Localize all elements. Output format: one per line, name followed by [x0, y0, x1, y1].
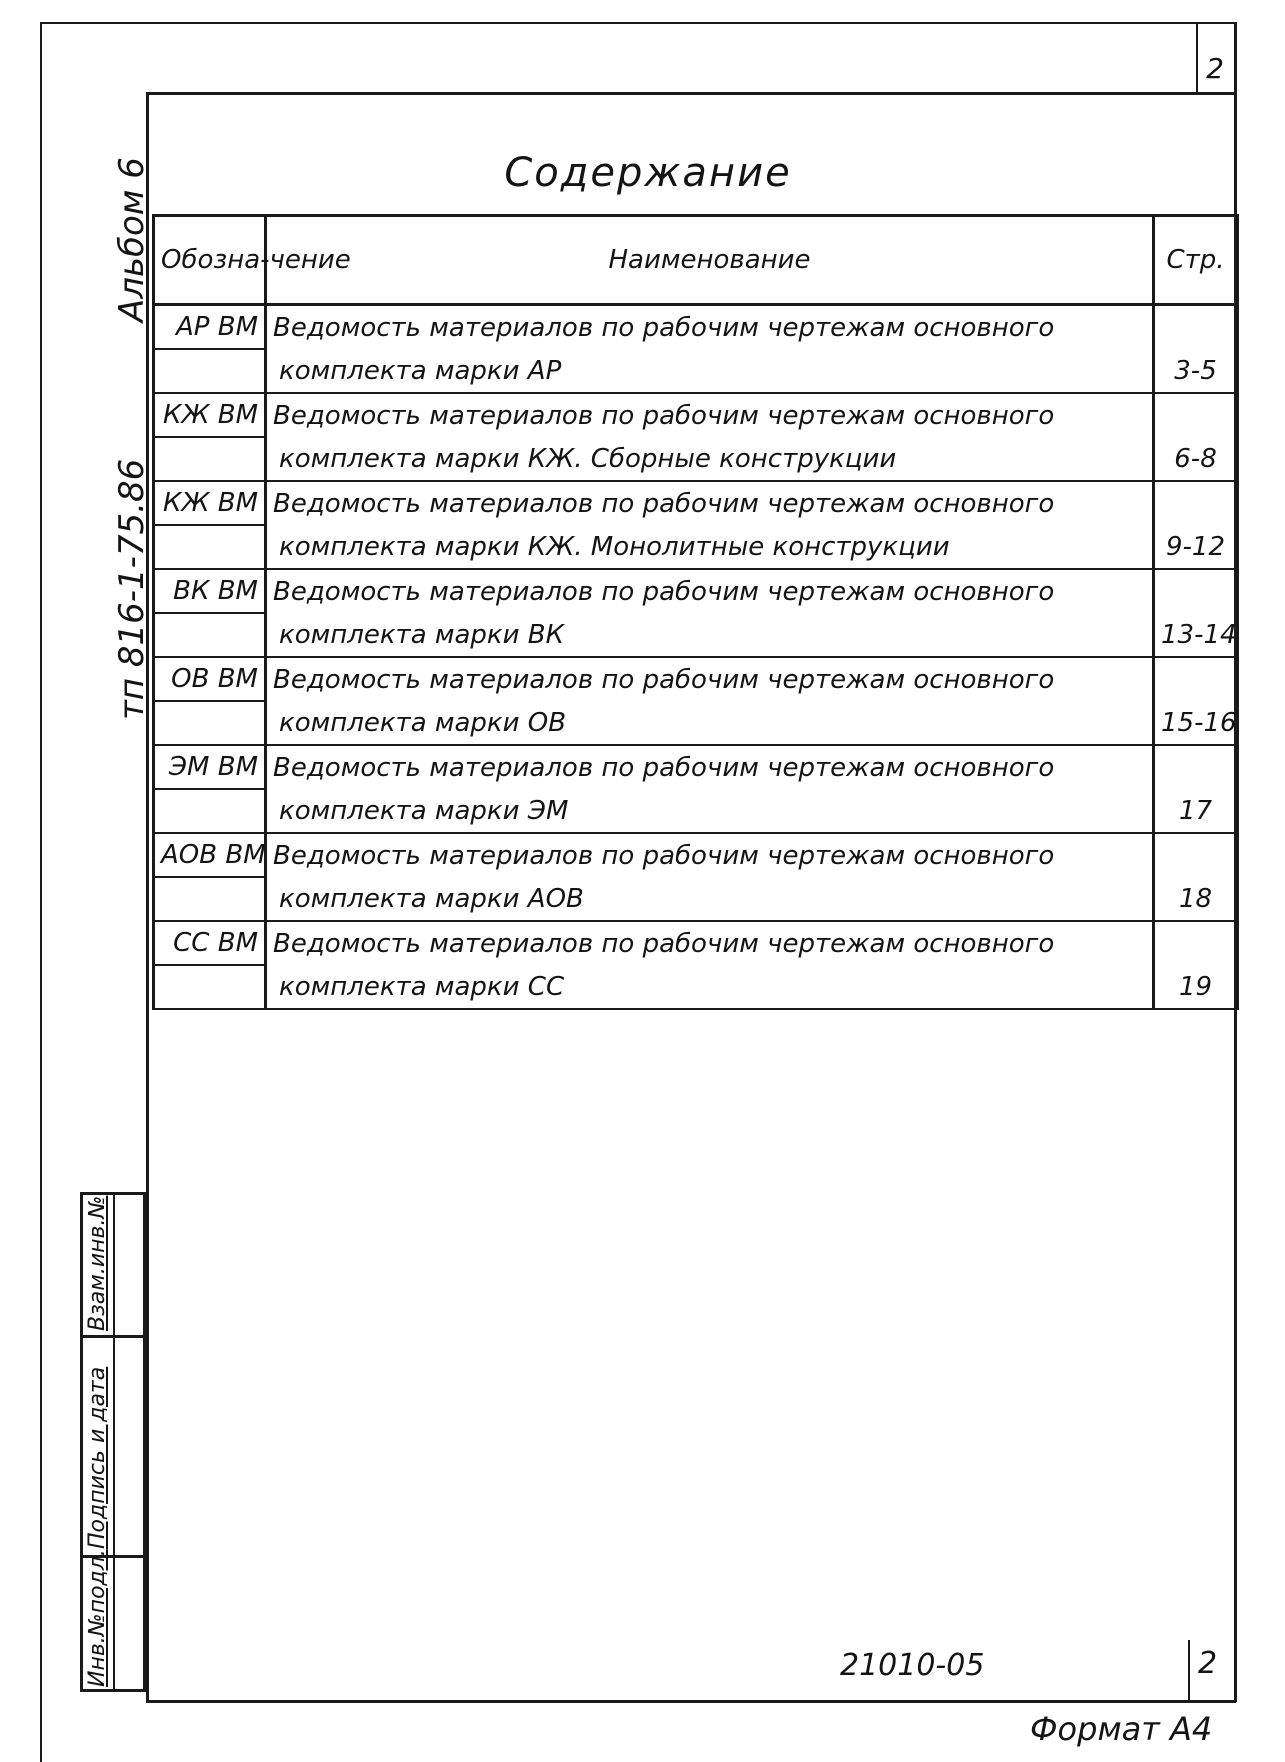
table-row: [154, 393, 1238, 437]
row-name-line2: комплекта марки АОВ: [266, 877, 1154, 921]
table-row: [154, 921, 1238, 965]
table-row: [154, 525, 1238, 569]
frame-bottom: [146, 1700, 1236, 1703]
stamp-inv-label: Инв.№подл.: [85, 1549, 110, 1687]
row-name-line1: Ведомость материалов по рабочим чертежам основного: [266, 569, 1154, 613]
format-label: Формат А4: [1030, 1710, 1213, 1748]
table-row: [154, 481, 1238, 525]
table-row: [154, 569, 1238, 613]
table-row: [154, 877, 1238, 921]
row-pages: 3-5: [1154, 349, 1238, 393]
sheet-number: 2: [1206, 51, 1224, 85]
table-header: [154, 216, 1238, 305]
album-label: Альбом 6: [112, 157, 152, 322]
row-pages-empty: [1154, 833, 1238, 877]
row-name-line1: Ведомость материалов по рабочим чертежам основного: [266, 657, 1154, 701]
row-name-line2: комплекта марки ВК: [266, 613, 1154, 657]
contents-table: [152, 214, 1239, 1010]
row-pages-empty: [1154, 745, 1238, 789]
table-row: [154, 965, 1238, 1009]
stamp-divider: [83, 1335, 149, 1338]
frame-outer-top: [40, 22, 1234, 24]
row-name-line2: комплекта марки СС: [266, 965, 1154, 1009]
row-code-empty: [154, 877, 266, 921]
table-row: [154, 789, 1238, 833]
page-title: Содержание: [504, 150, 792, 196]
footer-divider: [1188, 1640, 1190, 1702]
row-code: АР ВМ: [154, 305, 266, 350]
stamp-vzam-label: Взам.инв.№: [85, 1195, 110, 1331]
row-pages: 9-12: [1154, 525, 1238, 569]
row-name-line1: Ведомость материалов по рабочим чертежам основного: [266, 481, 1154, 525]
row-code-empty: [154, 349, 266, 393]
row-pages-empty: [1154, 305, 1238, 350]
stamp-sign-label: Подпись и дата: [85, 1366, 110, 1549]
row-pages: 15-16: [1154, 701, 1238, 745]
row-name-line2: комплекта марки ЭМ: [266, 789, 1154, 833]
row-name-line1: Ведомость материалов по рабочим чертежам основного: [266, 305, 1154, 350]
footer-sheet-number: 2: [1198, 1646, 1218, 1681]
row-name-line2: комплекта марки КЖ. Сборные конструкции: [266, 437, 1154, 481]
row-code: СС ВМ: [154, 921, 266, 965]
row-name-line1: Ведомость материалов по рабочим чертежам основного: [266, 745, 1154, 789]
row-pages: 6-8: [1154, 437, 1238, 481]
row-name-line2: комплекта марки ОВ: [266, 701, 1154, 745]
row-code-empty: [154, 613, 266, 657]
row-pages-empty: [1154, 569, 1238, 613]
header-code: Обозна-чение: [154, 216, 266, 305]
row-name-line1: Ведомость материалов по рабочим чертежам основного: [266, 833, 1154, 877]
row-pages: 17: [1154, 789, 1238, 833]
row-pages-empty: [1154, 921, 1238, 965]
row-pages: 13-14: [1154, 613, 1238, 657]
row-code-empty: [154, 789, 266, 833]
row-code: КЖ ВМ: [154, 481, 266, 525]
table-row: [154, 349, 1238, 393]
header-name: Наименование: [266, 216, 1154, 305]
row-pages-empty: [1154, 393, 1238, 437]
document-code: 21010-05: [840, 1648, 985, 1683]
row-code: ОВ ВМ: [154, 657, 266, 701]
project-label: тп 816-1-75.86: [112, 458, 152, 720]
row-name-line1: Ведомость материалов по рабочим чертежам основного: [266, 393, 1154, 437]
row-pages-empty: [1154, 481, 1238, 525]
row-pages: 19: [1154, 965, 1238, 1009]
row-pages-empty: [1154, 657, 1238, 701]
row-code-empty: [154, 437, 266, 481]
approval-stamp: [80, 1192, 146, 1692]
row-name-line2: комплекта марки АР: [266, 349, 1154, 393]
frame-outer-left: [40, 22, 42, 1762]
table-row: [154, 657, 1238, 701]
table-row: [154, 833, 1238, 877]
table-row: [154, 305, 1238, 350]
row-code: ВК ВМ: [154, 569, 266, 613]
frame-top: [148, 92, 1234, 95]
header-page: Стр.: [1154, 216, 1238, 305]
row-pages: 18: [1154, 877, 1238, 921]
row-code-empty: [154, 525, 266, 569]
row-name-line2: комплекта марки КЖ. Монолитные конструкции: [266, 525, 1154, 569]
row-code-empty: [154, 965, 266, 1009]
table-row: [154, 437, 1238, 481]
frame-left: [146, 92, 149, 1702]
table-row: [154, 745, 1238, 789]
row-code: ЭМ ВМ: [154, 745, 266, 789]
row-code-empty: [154, 701, 266, 745]
row-name-line1: Ведомость материалов по рабочим чертежам основного: [266, 921, 1154, 965]
row-code: КЖ ВМ: [154, 393, 266, 437]
row-code: АОВ ВМ: [154, 833, 266, 877]
table-row: [154, 613, 1238, 657]
table-row: [154, 701, 1238, 745]
